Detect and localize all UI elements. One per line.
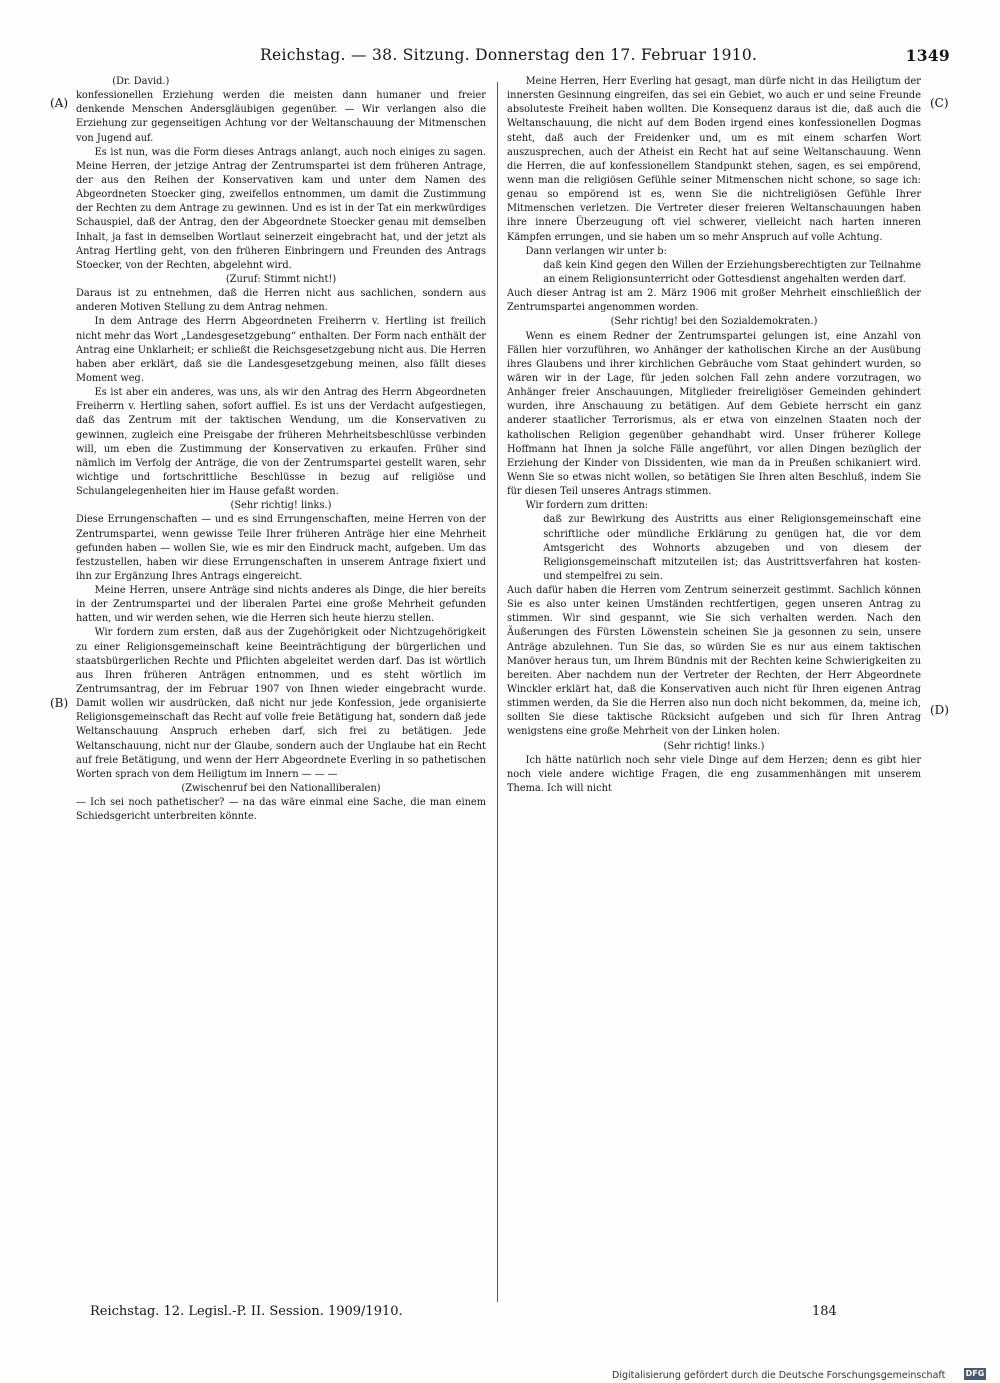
paragraph: Wenn es einem Redner der Zentrumspartei gelungen ist, eine Anzahl von Fällen hier vorzuführen, wo Anhänger der katholischen Kirche an der Ausübung ihres Glaubens und ihrer kirchlichen Gebräuche vom Staat gehindert wurden, so wären wir in der Lage, für jeden solchen Fall zehn andere vorzutragen, wo Anhänger freier Anschauungen, Mitglieder freireligiöser Gemeinden gehindert wurden, ihre Anschauung zu betätigen. Auf dem Gebiete herrscht ein ganz anderer staatlicher Terrorismus, als er etwa von einzelnen Staaten noch der katholischen Religion gegenüber gehandhabt wird. Unser früherer Kollege Hoffmann hat Ihnen ja solche Fälle angeführt, vor allen Dingen bezüglich der Erziehung der Kinder von Dissidenten, wie man da in Preußen schikaniert wird. Wenn Sie so etwas nicht wollen, so betätigen Sie Ihren alten Beschluß, indem Sie für diesen Teil unseres Antrags stimmen. xyxy=(507,330,921,498)
running-title: Reichstag. — 38. Sitzung. Donnerstag den 17. Februar 1910. xyxy=(260,46,758,64)
paragraph: In dem Antrage des Herrn Abgeordneten Freiherrn v. Hertling ist freilich nicht mehr das Wort „Landesgesetzgebung“ enthalten. Der Form nach enthält der Antrag eine Unklarheit; er schließt die Reichsgesetzgebung nicht aus. Die Herren haben aber erklärt, daß sie die Landesgesetzgebung meinen, also fällt dieses Moment weg. xyxy=(76,316,486,384)
paragraph: daß kein Kind gegen den Willen der Erziehungsberechtigten zur Teilnahme an einem Religionsunterricht oder Gottesdienst angehalten werden darf. xyxy=(543,259,921,285)
paragraph: — Ich sei noch pathetischer? — na das wäre einmal eine Sache, die man einem Schiedsgericht unterbreiten könnte. xyxy=(76,797,486,823)
paragraph: (Sehr richtig! bei den Sozialdemokraten.) xyxy=(610,316,818,328)
paragraph: (Dr. David.) xyxy=(112,76,170,87)
paragraph: Meine Herren, Herr Everling hat gesagt, man dürfe nicht in das Heiligtum der innersten Gesinnung eingreifen, das sei ein Gebiet, wo auch er und seine Freunde absoluteste Freiheit haben wollten. Die Konsequenz daraus ist die, daß auch die Weltanschauung, die nicht auf dem Boden irgend eines konfessionellen Dogmas steht, daß auch der Freidenker und, um es mit einem scharfen Wort auszusprechen, auch der Atheist ein Recht hat auf seine Weltanschauung. Wenn die Herren, die auf konfessionellem Standpunkt stehen, sagen, es sei empörend, wenn man die religiösen Gefühle seiner Mitmenschen nicht schone, so sage ich: genau so empörend ist es, wenn Sie die nichtreligiösen Gefühle Ihrer Mitmenschen verletzen. Die Vertreter dieser freieren Weltanschauungen haben ihre innere Überzeugung oft viel schwerer, vielleicht nach harten inneren Kämpfen errungen, und sie haben um so mehr Anspruch auf volle Achtung. xyxy=(507,76,921,243)
right-column xyxy=(507,75,921,1305)
footer-session: Reichstag. 12. Legisl.-P. II. Session. 1909/1910. xyxy=(90,1304,403,1319)
page-number: 1349 xyxy=(905,46,950,65)
left-column xyxy=(76,75,486,1305)
paragraph: Es ist nun, was die Form dieses Antrags anlangt, auch noch einiges zu sagen. Meine Herren, der jetzige Antrag der Zentrumspartei ist dem früheren Antrage, der aus den Reihen der Konservativen kam und unter dem Namen des Abgeordneten Stoecker ging, zweifellos entnommen, um damit die Zustimmung der Rechten zu dem Antrage zu gewinnen. Und es ist in der Tat ein merkwürdiges Schauspiel, daß der Antrag, den der Abgeordnete Stoecker genau mit demselben Inhalt, ja fast in demselben Wortlaut seinerzeit eingebracht hat, und der jetzt als Antrag Hertling geht, von den früheren Einbringern und Freunden des Antrags Stoecker, von der Rechten, abgelehnt wird. xyxy=(76,146,486,271)
paragraph: (Sehr richtig! links.) xyxy=(230,500,332,512)
paragraph: Wir fordern zum ersten, daß aus der Zugehörigkeit oder Nichtzugehörigkeit zu einer Religionsgemeinschaft keine Beeinträchtigung der bürgerlichen und staatsbürgerlichen Rechte und Pflichten abgeleitet werden darf. Das ist wörtlich aus Ihren früheren Anträgen entnommen, und es steht wörtlich im Zentrumsantrag, der im Februar 1907 von Ihnen wieder eingebracht wurde. Damit wollen wir ausdrücken, daß nicht nur jede Konfession, jede organisierte Religionsgemeinschaft das Recht auf volle freie Betätigung hat, sondern daß jede Weltanschauung Anspruch erheben darf, sich frei zu betätigen. Jede Weltanschauung, nicht nur der Glaube, sondern auch der Unglaube hat ein Recht auf freie Betätigung, und wenn der Herr Abgeordnete Everling in so pathetischen Worten sprach von dem Heiligtum im Innern — — — xyxy=(76,627,486,780)
dfg-logo: DFG xyxy=(965,1369,985,1378)
margin-mark-d: (D) xyxy=(930,703,949,717)
digitization-credit: Digitalisierung gefördert durch die Deutsche Forschungsgemeinschaft xyxy=(612,1370,946,1381)
paragraph: Auch dieser Antrag ist am 2. März 1906 mit großer Mehrheit einschließlich der Zentrumspartei angenommen worden. xyxy=(507,288,921,314)
margin-mark-b: (B) xyxy=(50,696,69,710)
margin-mark-a: (A) xyxy=(50,96,69,110)
paragraph: (Zuruf: Stimmt nicht!) xyxy=(225,273,337,285)
paragraph: Meine Herren, unsere Anträge sind nichts anderes als Dinge, die hier bereits in der Zentrumspartei und der liberalen Partei eine große Mehrheit gefunden hatten, und wir werden sehen, wie die Herren sich heute hierzu stellen. xyxy=(76,585,486,625)
paragraph: Wir fordern zum dritten: xyxy=(525,500,649,512)
paragraph: (Zwischenruf bei den Nationalliberalen) xyxy=(181,783,381,795)
paragraph: konfessionellen Erziehung werden die meisten dann humaner und freier denkende Menschen Andersgläubigen gegenüber. — Wir verlangen also die Erziehung zur gegenseitigen Achtung vor der Weltanschauung der Mitmenschen von Jugend auf. xyxy=(76,90,486,144)
paragraph: Dann verlangen wir unter b: xyxy=(525,245,667,257)
paragraph: Daraus ist zu entnehmen, daß die Herren nicht aus sachlichen, sondern aus anderen Motiven Stellung zu dem Antrag nehmen. xyxy=(76,288,486,314)
paragraph: Ich hätte natürlich noch sehr viele Dinge auf dem Herzen; denn es gibt hier noch viele andere wichtige Fragen, die eng zusammenhängen mit unserem Thema. Ich will nicht xyxy=(507,754,921,795)
column-divider xyxy=(497,82,498,1302)
paragraph: daß zur Bewirkung des Austritts aus einer Religionsgemeinschaft eine schriftliche oder mündliche Erklärung zu genügen hat, die vor dem Amtsgericht des Wohnorts abzugeben und von diesem der Religionsgemeinschaft mitzuteilen ist; das Austrittsverfahren hat kosten- und stempelfrei zu sein. xyxy=(543,514,921,582)
paragraph: Es ist aber ein anderes, was uns, als wir den Antrag des Herrn Abgeordneten Freiherrn v. Hertling sahen, sofort auffiel. Es ist uns der Verdacht aufgestiegen, daß das Zentrum mit der taktischen Wendung, um die Konservativen zu gewinnen, zugleich eine Preisgabe der früheren Mehrheitsbeschlüsse verbinden will, um eben die Zustimmung der Konservativen zu erkaufen. Früher sind nämlich im Verfolg der Anträge, die von der Zentrumspartei gestellt waren, sehr wichtige und fortschrittliche Beschlüsse in bezug auf religiöse und Schulangelegenheiten hier im Hause gefaßt worden. xyxy=(76,387,486,498)
paragraph: (Sehr richtig! links.) xyxy=(663,740,765,752)
paragraph: Auch dafür haben die Herren vom Zentrum seinerzeit gestimmt. Sachlich können Sie es also unter keinen Umständen rechtfertigen, gegen unseren Antrag zu stimmen. Wir sind gespannt, wie Sie sich verhalten werden. Nach den Äußerungen des Fürsten Löwenstein scheinen Sie ja gesonnen zu sein, unsere Anträge abzulehnen. Tun Sie das, so würden Sie es nur aus einem taktischen Manöver heraus tun, um Ihrem Bündnis mit der Rechten keine Schwierigkeiten zu bereiten. Aber nachdem nun der Vertreter der Rechten, der Herr Abgeordnete Winckler erklärt hat, daß die Konservativen auch nicht für Ihren eigenen Antrag stimmen werden, da Sie die Herren also nun doch nicht bekommen, da, meine ich, sollten Sie diese taktische Rücksicht aufgeben und sich für Ihren Antrag wenigstens eine große Mehrheit von der Linken holen. xyxy=(507,585,921,738)
margin-mark-c: (C) xyxy=(930,96,949,110)
page-header xyxy=(70,44,950,70)
paragraph: Diese Errungenschaften — und es sind Errungenschaften, meine Herren von der Zentrumspartei, wenn gewisse Teile Ihrer früheren Anträge hier eine Mehrheit gefunden haben — wollen Sie, wie es mir den Eindruck macht, aufgeben. Um das festzustellen, haben wir diese Errungenschaften in unserem Antrage fixiert und ihn zur Ergänzung Ihres Antrags eingereicht. xyxy=(76,514,486,582)
footer-signature-number: 184 xyxy=(812,1304,837,1319)
